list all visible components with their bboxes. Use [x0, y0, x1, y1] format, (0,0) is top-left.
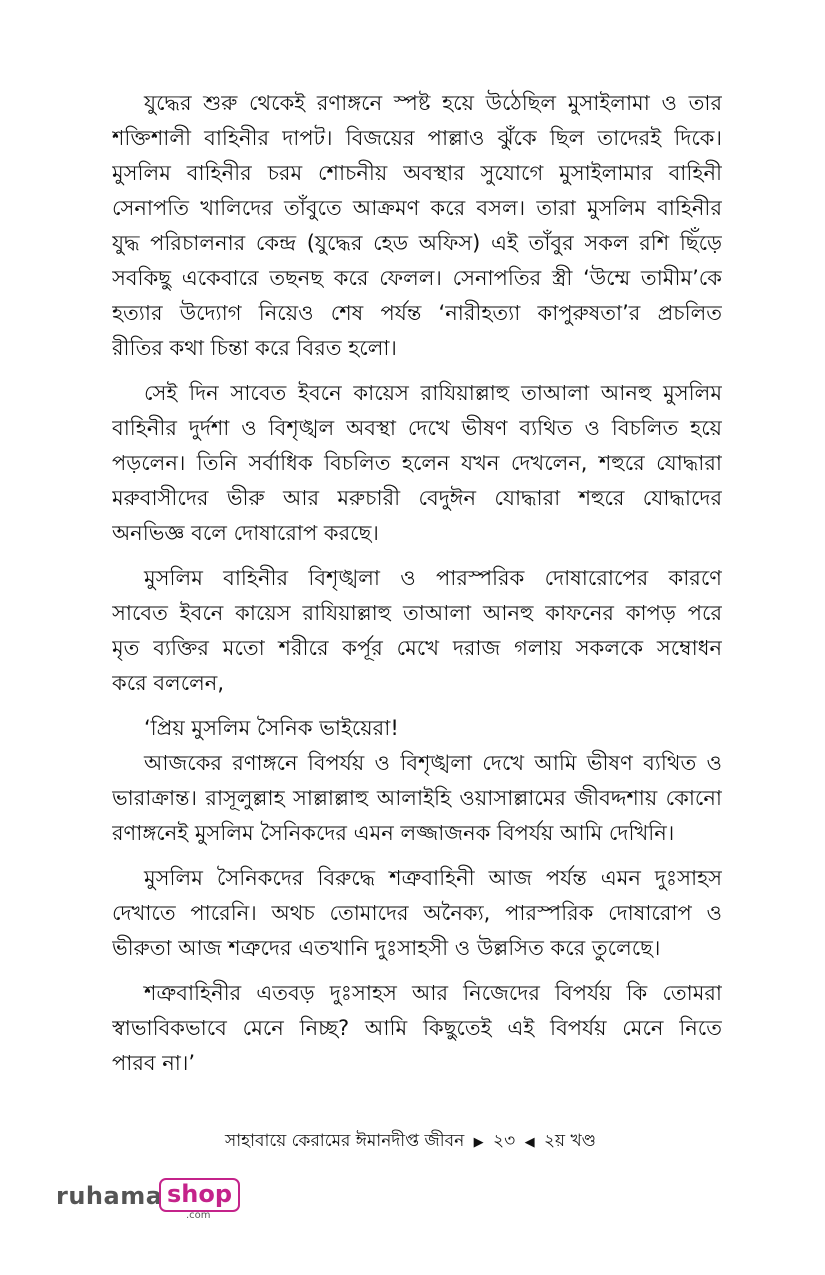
- arrow-left-icon: ◀: [524, 1135, 535, 1150]
- text-line: স্বাভাবিকভাবে মেনে নিচ্ছ? আমি কিছুতেই এই বিপর্যয় মেনে নিতে: [112, 1016, 722, 1040]
- paragraph: [112, 976, 722, 1081]
- logo-text-ruhama: ruhama: [56, 1182, 163, 1210]
- paragraph: [112, 861, 722, 966]
- text-line: মৃত ব্যক্তির মতো শরীরে কর্পূর মেখে দরাজ গলায় সকলকে সম্বোধন: [112, 636, 722, 660]
- paragraph: [112, 561, 722, 701]
- paragraph: [112, 746, 722, 851]
- text-line: মরুবাসীদের ভীরু আর মরুচারী বেদুঈন যোদ্ধারা শহুরে যোদ্ধাদের: [112, 486, 722, 510]
- logo-text-com: .com: [186, 1210, 211, 1221]
- text-line: দেখাতে পারেনি। অথচ তোমাদের অনৈক্য, পারস্পরিক দোষারোপ ও: [112, 901, 722, 925]
- text-line: মুসলিম বাহিনীর চরম শোচনীয় অবস্থার সুযোগে মুসাইলামার বাহিনী: [112, 161, 722, 185]
- text-line: পারব না।’: [112, 1051, 196, 1075]
- text-line: আজকের রণাঙ্গনে বিপর্যয় ও বিশৃঙ্খলা দেখে আমি ভীষণ ব্যথিত ও: [144, 751, 722, 775]
- text-line: যুদ্ধের শুরু থেকেই রণাঙ্গনে স্পষ্ট হয়ে উঠেছিল মুসাইলামা ও তার: [144, 91, 722, 115]
- page-footer: [225, 1128, 735, 1156]
- volume-label: ২য় খণ্ড: [543, 1131, 597, 1151]
- text-line: সবকিছু একেবারে তছনছ করে ফেলল। সেনাপতির স্ত্রী ‘উম্মে তামীম’কে: [112, 266, 722, 290]
- paragraph: [112, 376, 722, 551]
- text-line: সাবেত ইবনে কায়েস রাযিয়াল্লাহু তাআলা আনহু কাফনের কাপড় পরে: [112, 601, 722, 625]
- text-line: অনভিজ্ঞ বলে দোষারোপ করছে।: [112, 521, 379, 545]
- text-line: যুদ্ধ পরিচালনার কেন্দ্র (যুদ্ধের হেড অফিস) এই তাঁবুর সকল রশি ছিঁড়ে: [112, 231, 722, 255]
- text-line: সেই দিন সাবেত ইবনে কায়েস রাযিয়াল্লাহু তাআলা আনহু মুসলিম: [144, 381, 722, 405]
- text-line: ‘প্রিয় মুসলিম সৈনিক ভাইয়েরা!: [144, 716, 399, 740]
- text-line: বাহিনীর দুর্দশা ও বিশৃঙ্খল অবস্থা দেখে ভীষণ ব্যথিত ও বিচলিত হয়ে: [112, 416, 722, 440]
- text-line: শক্তিশালী বাহিনীর দাপট। বিজয়ের পাল্লাও ঝুঁকে ছিল তাদেরই দিকে।: [112, 126, 722, 150]
- text-line: ভীরুতা আজ শত্রুদের এতখানি দুঃসাহসী ও উল্লসিত করে তুলেছে।: [112, 936, 661, 960]
- book-title: সাহাবায়ে কেরামের ঈমানদীপ্ত জীবন: [225, 1131, 465, 1151]
- text-line: হত্যার উদ্যোগ নিয়েও শেষ পর্যন্ত ‘নারীহত্যা কাপুরুষতা’র প্রচলিত: [112, 301, 722, 325]
- body-text: [112, 86, 722, 1091]
- text-line: মুসলিম বাহিনীর বিশৃঙ্খলা ও পারস্পরিক দোষারোপের কারণে: [144, 566, 722, 590]
- paragraph: [112, 86, 722, 366]
- ruhamashop-logo: [56, 1176, 233, 1226]
- paragraph: [112, 711, 722, 746]
- text-line: সেনাপতি খালিদের তাঁবুতে আক্রমণ করে বসল। তারা মুসলিম বাহিনীর: [112, 196, 722, 220]
- text-line: শত্রুবাহিনীর এতবড় দুঃসাহস আর নিজেদের বিপর্যয় কি তোমরা: [144, 981, 722, 1005]
- logo-text-shop: shop: [159, 1178, 240, 1212]
- page-number: ২৩: [493, 1131, 516, 1151]
- text-line: পড়লেন। তিনি সর্বাধিক বিচলিত হলেন যখন দেখলেন, শহুরে যোদ্ধারা: [112, 451, 722, 475]
- text-line: ভারাক্রান্ত। রাসূলুল্লাহ সাল্লাল্লাহু আলাইহি ওয়াসাল্লামের জীবদ্দশায় কোনো: [112, 786, 722, 810]
- text-line: মুসলিম সৈনিকদের বিরুদ্ধে শত্রুবাহিনী আজ পর্যন্ত এমন দুঃসাহস: [144, 866, 722, 890]
- text-line: রণাঙ্গনেই মুসলিম সৈনিকদের এমন লজ্জাজনক বিপর্যয় আমি দেখিনি।: [112, 821, 675, 845]
- text-line: করে বললেন,: [112, 671, 224, 695]
- arrow-right-icon: ▶: [473, 1135, 484, 1150]
- text-line: রীতির কথা চিন্তা করে বিরত হলো।: [112, 336, 397, 360]
